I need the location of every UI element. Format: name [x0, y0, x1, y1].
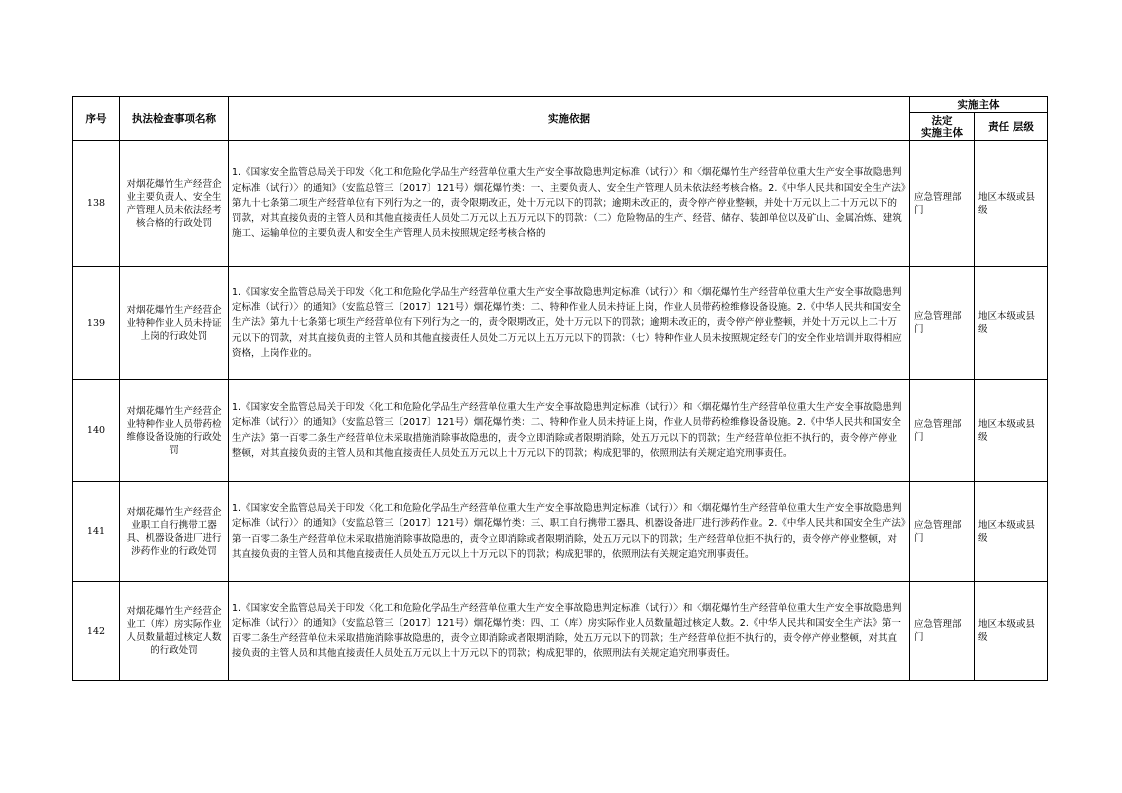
header-name: 执法检查事项名称 — [120, 97, 229, 141]
table-row — [73, 380, 1048, 482]
row-dept-cell — [910, 267, 975, 380]
row-level-cell — [975, 380, 1048, 482]
row-level: 地区本级或县级 — [978, 191, 1036, 216]
row-item-name: 对烟花爆竹生产经营企业特种作业人员未持证上岗的行政处罚 — [120, 267, 229, 380]
row-dept: 应急管理部门 — [914, 311, 962, 335]
row-item-name: 对烟花爆竹生产经营企业职工自行携带工器具、机器设备进厂进行涉药作业的行政处罚 — [120, 482, 229, 582]
row-dept: 应急管理部门 — [914, 519, 962, 544]
row-basis: 1.《国家安全监管总局关于印发〈化工和危险化学品生产经营单位重大生产安全事故隐患判定标准（试行）〉和〈烟花爆竹生产经营单位重大生产安全事故隐患判定标准（试行）〉的通知》（安监总管三〔2017〕121号）烟花爆竹类：一、主要负责人、安全生产管理人员未依法经考核合格。2.《中华人民共和国安全生产法》第九十七条第二项生产经营单位有下列行为之一的，责令限期改正，处十万元以下的罚款；逾期未改正的，责令停产停业整顿，并处十万元以上二十万元以下的罚款，对其直接负责的主管人员和其他直接责任人员处二万元以上五万元以下的罚款：（二）危险物品的生产、经营、储存、装卸单位以及矿山、金属冶炼、建筑施工、运输单位的主要负责人和安全生产管理人员未按照规定经考核合格的 — [229, 141, 910, 267]
table-row — [73, 582, 1048, 681]
row-no: 140 — [73, 380, 120, 482]
row-no: 139 — [73, 267, 120, 380]
row-basis: 1.《国家安全监管总局关于印发〈化工和危险化学品生产经营单位重大生产安全事故隐患判定标准（试行）〉和〈烟花爆竹生产经营单位重大生产安全事故隐患判定标准（试行）〉的通知》（安监总管三〔2017〕121号）烟花爆竹类：三、职工自行携带工器具、机器设备进厂进行涉药作业。2.《中华人民共和国安全生产法》第一百零二条生产经营单位未采取措施消除事故隐患的，责令立即消除或者限期消除，处五万元以下的罚款；生产经营单位拒不执行的，责令停产停业整顿，对其直接负责的主管人员和其他直接责任人员处五万元以上十万元以下的罚款；构成犯罪的，依照刑法有关规定追究刑事责任。 — [229, 482, 910, 582]
row-dept: 应急管理部门 — [914, 418, 962, 443]
row-dept-cell — [910, 141, 975, 267]
row-dept-cell — [910, 380, 975, 482]
table-row — [73, 141, 1048, 267]
row-dept: 应急管理部门 — [914, 191, 962, 216]
header-dept-text: 法定 实施主体 — [921, 114, 963, 139]
row-level-cell — [975, 267, 1048, 380]
table-row — [73, 482, 1048, 582]
header-level: 责任 层级 — [975, 113, 1048, 141]
row-level-cell — [975, 141, 1048, 267]
row-no: 141 — [73, 482, 120, 582]
header-basis: 实施依据 — [229, 97, 910, 141]
row-level: 地区本级或县级 — [978, 311, 1036, 335]
table-row — [73, 267, 1048, 380]
row-level: 地区本级或县级 — [978, 619, 1036, 643]
row-basis: 1.《国家安全监管总局关于印发〈化工和危险化学品生产经营单位重大生产安全事故隐患判定标准（试行）〉和〈烟花爆竹生产经营单位重大生产安全事故隐患判定标准（试行）〉的通知》（安监总管三〔2017〕121号）烟花爆竹类：四、工（库）房实际作业人员数量超过核定人数。2.《中华人民共和国安全生产法》第一百零二条生产经营单位未采取措施消除事故隐患的，责令立即消除或者限期消除，处五万元以下的罚款；生产经营单位拒不执行的，责令停产停业整顿，对其直接负责的主管人员和其他直接责任人员处五万元以上十万元以下的罚款；构成犯罪的，依照刑法有关规定追究刑事责任。 — [229, 582, 910, 681]
row-level-cell — [975, 482, 1048, 582]
row-basis: 1.《国家安全监管总局关于印发〈化工和危险化学品生产经营单位重大生产安全事故隐患判定标准（试行）〉和〈烟花爆竹生产经营单位重大生产安全事故隐患判定标准（试行）〉的通知》（安监总管三〔2017〕121号）烟花爆竹类：二、特种作业人员未持证上岗，作业人员带药检维修设备设施。2.《中华人民共和国安全生产法》第九十七条第七项生产经营单位有下列行为之一的，责令限期改正，处十万元以下的罚款；逾期未改正的，责令停产停业整顿，并处十万元以上二十万元以下的罚款，对其直接负责的主管人员和其他直接责任人员处二万元以上五万元以下的罚款：（七）特种作业人员未按照规定经专门的安全作业培训并取得相应资格，上岗作业的。 — [229, 267, 910, 380]
header-subject: 实施主体 — [910, 97, 1048, 113]
row-no: 142 — [73, 582, 120, 681]
row-level-cell — [975, 582, 1048, 681]
row-dept-cell — [910, 582, 975, 681]
row-level: 地区本级或县级 — [978, 519, 1036, 544]
row-item-name: 对烟花爆竹生产经营企业工（库）房实际作业人员数量超过核定人数的行政处罚 — [120, 582, 229, 681]
row-level: 地区本级或县级 — [978, 418, 1036, 443]
header-no: 序号 — [73, 97, 120, 141]
row-item-name: 对烟花爆竹生产经营企业特种作业人员带药检维修设备设施的行政处罚 — [120, 380, 229, 482]
row-item-name: 对烟花爆竹生产经营企业主要负责人、安全生产管理人员未依法经考核合格的行政处罚 — [120, 141, 229, 267]
header-dept — [910, 113, 975, 141]
row-no: 138 — [73, 141, 120, 267]
row-dept: 应急管理部门 — [914, 619, 962, 643]
row-dept-cell — [910, 482, 975, 582]
row-basis: 1.《国家安全监管总局关于印发〈化工和危险化学品生产经营单位重大生产安全事故隐患判定标准（试行）〉和〈烟花爆竹生产经营单位重大生产安全事故隐患判定标准（试行）〉的通知》（安监总管三〔2017〕121号）烟花爆竹类：二、特种作业人员未持证上岗，作业人员带药检维修设备设施。2.《中华人民共和国安全生产法》第一百零二条生产经营单位未采取措施消除事故隐患的，责令立即消除或者限期消除，处五万元以下的罚款；生产经营单位拒不执行的，责令停产停业整顿，对其直接负责的主管人员和其他直接责任人员处五万元以上十万元以下的罚款；构成犯罪的，依照刑法有关规定追究刑事责任。 — [229, 380, 910, 482]
enforcement-table — [72, 96, 1048, 681]
